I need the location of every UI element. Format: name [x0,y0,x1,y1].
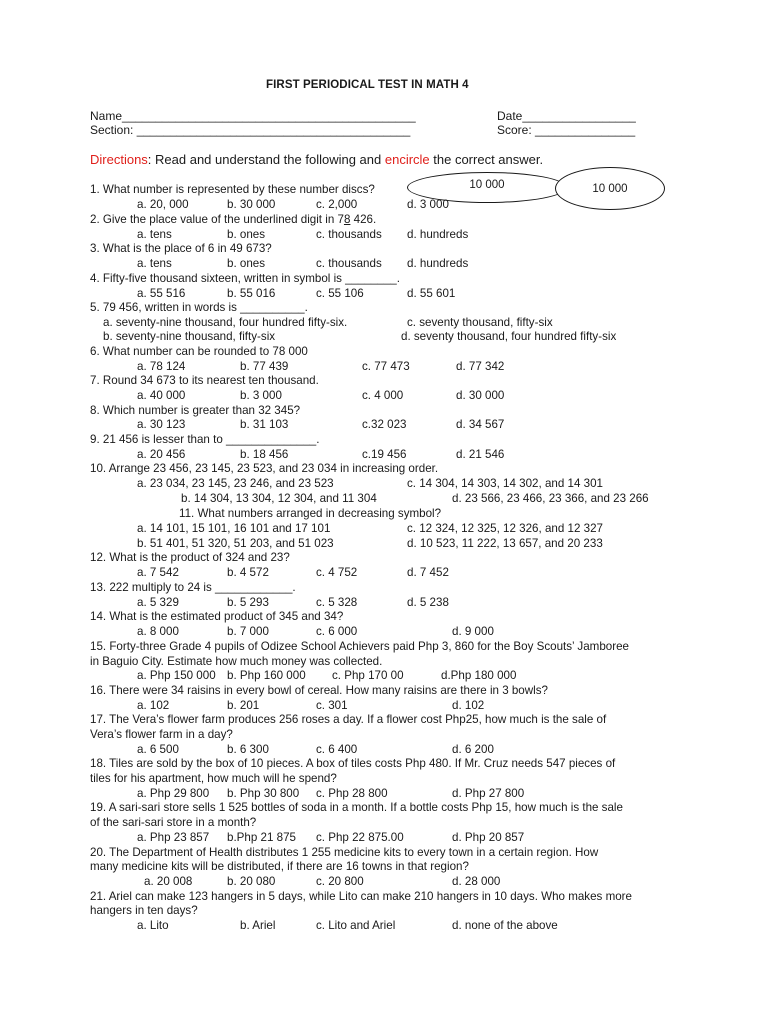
score-label: Score: [497,123,536,137]
question-17-cont: Vera’s flower farm in a day? [90,728,233,741]
answer-10b[interactable]: b. 14 304, 13 304, 12 304, and 11 304 [181,492,377,505]
answer-14b[interactable]: b. 7 000 [227,625,269,638]
answer-11a[interactable]: a. 14 101, 15 101, 16 101 and 17 101 [137,522,331,535]
answer-6c[interactable]: c. 77 473 [362,360,410,373]
answer-20c[interactable]: c. 20 800 [316,875,364,888]
answer-19b[interactable]: b.Php 21 875 [227,831,296,844]
date-field [497,109,636,123]
question-1: 1. What number is represented by these number discs? [90,183,375,196]
answer-10c[interactable]: c. 14 304, 14 303, 14 302, and 14 301 [407,477,603,490]
answer-2a[interactable]: a. tens [137,228,172,241]
answer-16d[interactable]: d. 102 [452,699,485,712]
date-line: _________________ [522,109,636,123]
answer-2d[interactable]: d. hundreds [407,228,469,241]
answer-16c[interactable]: c. 301 [316,699,348,712]
answer-6a[interactable]: a. 78 124 [137,360,186,373]
answer-21d[interactable]: d. none of the above [452,919,558,932]
directions-text-2: the correct answer. [429,152,544,167]
section-field [90,123,410,137]
answer-5a[interactable]: a. seventy-nine thousand, four hundred fifty-six. [103,316,348,329]
answer-8d[interactable]: d. 34 567 [456,418,505,431]
answer-3c[interactable]: c. thousands [316,257,382,270]
answer-13b[interactable]: b. 5 293 [227,596,269,609]
name-label: Name [90,109,123,123]
answer-9c[interactable]: c.19 456 [362,448,407,461]
section-line: _________________________________________ [136,123,411,137]
question-17: 17. The Vera’s flower farm produces 256 roses a day. If a flower cost Php25, how much is the sale of [90,713,607,726]
question-11: 11. What numbers arranged in decreasing symbol? [179,507,442,520]
question-19-cont: of the sari-sari store in a month? [90,816,257,829]
answer-9b[interactable]: b. 18 456 [240,448,289,461]
answer-19a[interactable]: a. Php 23 857 [137,831,210,844]
answer-7d[interactable]: d. 30 000 [456,389,505,402]
answer-14c[interactable]: c. 6 000 [316,625,358,638]
answer-4d[interactable]: d. 55 601 [407,287,456,300]
answer-5b[interactable]: b. seventy-nine thousand, fifty-six [103,330,276,343]
date-label: Date [497,109,523,123]
answer-17d[interactable]: d. 6 200 [452,743,494,756]
answer-6d[interactable]: d. 77 342 [456,360,505,373]
answer-14d[interactable]: d. 9 000 [452,625,494,638]
answer-13a[interactable]: a. 5 329 [137,596,179,609]
question-18: 18. Tiles are sold by the box of 10 pieces. A box of tiles costs Php 480. If Mr. Cruz needs 547 pieces of [90,757,616,770]
section-label: Section: [90,123,137,137]
answer-15b[interactable]: b. Php 160 000 [227,669,306,682]
answer-7b[interactable]: b. 3 000 [240,389,282,402]
question-21: 21. Ariel can make 123 hangers in 5 days, while Lito can make 210 hangers in 10 days. Who makes more [90,890,632,903]
answer-3d[interactable]: d. hundreds [407,257,469,270]
answer-2b[interactable]: b. ones [227,228,266,241]
question-3: 3. What is the place of 6 in 49 673? [90,242,272,255]
question-9: 9. 21 456 is lesser than to ______________. [90,433,320,446]
question-20-cont: many medicine kits will be distributed, if there are 16 towns in that region? [90,860,469,873]
answer-1a[interactable]: a. 20, 000 [137,198,189,211]
answer-12c[interactable]: c. 4 752 [316,566,358,579]
directions-emphasis: encircle [384,152,430,167]
answer-10d[interactable]: d. 23 566, 23 466, 23 366, and 23 266 [452,492,649,505]
answer-1d[interactable]: d. 3 000 [407,198,449,211]
number-disc-2 [555,167,665,210]
answer-5c[interactable]: c. seventy thousand, fifty-six [407,316,553,329]
answer-13d[interactable]: d. 5 238 [407,596,449,609]
answer-17b[interactable]: b. 6 300 [227,743,269,756]
question-7: 7. Round 34 673 to its nearest ten thousand. [90,374,319,387]
answer-21c[interactable]: c. Lito and Ariel [316,919,396,932]
question-5: 5. 79 456, written in words is __________. [90,301,308,314]
answer-19d[interactable]: d. Php 20 857 [452,831,525,844]
question-12: 12. What is the product of 324 and 23? [90,551,290,564]
answer-12b[interactable]: b. 4 572 [227,566,269,579]
answer-4b[interactable]: b. 55 016 [227,287,276,300]
answer-3a[interactable]: a. tens [137,257,172,270]
answer-21a[interactable]: a. Lito [137,919,169,932]
answer-1b[interactable]: b. 30 000 [227,198,276,211]
answer-12d[interactable]: d. 7 452 [407,566,449,579]
answer-9d[interactable]: d. 21 546 [456,448,505,461]
score-line: _______________ [535,123,636,137]
question-6: 6. What number can be rounded to 78 000 [90,345,308,358]
number-disc-1-label: 10 000 [469,179,505,191]
question-8: 8. Which number is greater than 32 345? [90,404,301,417]
question-10: 10. Arrange 23 456, 23 145, 23 523, and 23 034 in increasing order. [90,462,439,475]
answer-11b[interactable]: b. 51 401, 51 320, 51 203, and 51 023 [137,537,334,550]
question-14: 14. What is the estimated product of 345 and 34? [90,610,344,623]
answer-15a[interactable]: a. Php 150 000 [137,669,216,682]
number-disc-2-label: 10 000 [592,182,628,195]
answer-21b[interactable]: b. Ariel [240,919,276,932]
answer-18d[interactable]: d. Php 27 800 [452,787,525,800]
question-18-cont: tiles for his apartment, how much will he spend? [90,772,337,785]
answer-2c[interactable]: c. thousands [316,228,382,241]
answer-7c[interactable]: c. 4 000 [362,389,404,402]
answer-11d[interactable]: d. 10 523, 11 222, 13 657, and 20 233 [407,537,603,550]
answer-8c[interactable]: c.32 023 [362,418,407,431]
question-15-cont: in Baguio City. Estimate how much money was collected. [90,655,383,668]
question-21-cont: hangers in ten days? [90,904,198,917]
answer-11c[interactable]: c. 12 324, 12 325, 12 326, and 12 327 [407,522,603,535]
answer-3b[interactable]: b. ones [227,257,266,270]
directions [90,152,543,167]
question-2 [90,213,376,226]
answer-15d[interactable]: d.Php 180 000 [441,669,517,682]
question-13: 13. 222 multiply to 24 is ____________. [90,581,296,594]
page-title: FIRST PERIODICAL TEST IN MATH 4 [266,79,469,91]
question-16: 16. There were 34 raisins in every bowl of cereal. How many raisins are there in 3 bowls? [90,684,548,697]
question-4: 4. Fifty-five thousand sixteen, written in symbol is ________. [90,272,400,285]
name-line: ____________________________________________ [122,109,416,123]
answer-19c[interactable]: c. Php 22 875.00 [316,831,404,844]
answer-17c[interactable]: c. 6 400 [316,743,358,756]
question-15: 15. Forty-three Grade 4 pupils of Odizee School Achievers paid Php 3, 860 for the Boy Scouts’ Jamboree [90,640,629,653]
answer-20b[interactable]: b. 20 080 [227,875,276,888]
name-field [90,109,416,123]
answer-18c[interactable]: c. Php 28 800 [316,787,388,800]
answer-8b[interactable]: b. 31 103 [240,418,289,431]
answer-5d[interactable]: d. seventy thousand, four hundred fifty-six [401,330,617,343]
answer-20d[interactable]: d. 28 000 [452,875,501,888]
answer-9a[interactable]: a. 20 456 [137,448,186,461]
answer-4a[interactable]: a. 55 516 [137,287,186,300]
underlined-digit: 8 [343,213,351,226]
question-20: 20. The Department of Health distributes 1 255 medicine kits to every town in a certain region. How [90,846,599,859]
answer-17a[interactable]: a. 6 500 [137,743,179,756]
answer-15c[interactable]: c. Php 170 00 [332,669,404,682]
answer-10a[interactable]: a. 23 034, 23 145, 23 246, and 23 523 [137,477,334,490]
answer-13c[interactable]: c. 5 328 [316,596,358,609]
directions-label: Directions [90,152,148,167]
answer-1c[interactable]: c. 2,000 [316,198,358,211]
question-2-end: 426. [350,213,377,226]
answer-8a[interactable]: a. 30 123 [137,418,186,431]
answer-18b[interactable]: b. Php 30 800 [227,787,300,800]
score-field [497,123,635,137]
answer-7a[interactable]: a. 40 000 [137,389,186,402]
directions-text-1: : Read and understand the following and [147,152,385,167]
answer-18a[interactable]: a. Php 29 800 [137,787,210,800]
answer-16a[interactable]: a. 102 [137,699,170,712]
question-19: 19. A sari-sari store sells 1 525 bottles of soda in a month. If a bottle costs Php 15, how much is the sale [90,801,623,814]
answer-16b[interactable]: b. 201 [227,699,260,712]
answer-14a[interactable]: a. 8 000 [137,625,179,638]
answer-4c[interactable]: c. 55 106 [316,287,364,300]
answer-12a[interactable]: a. 7 542 [137,566,179,579]
answer-20a[interactable]: a. 20 008 [144,875,193,888]
answer-6b[interactable]: b. 77 439 [240,360,289,373]
question-2-text: 2. Give the place value of the underlined digit in 7 [90,213,344,226]
